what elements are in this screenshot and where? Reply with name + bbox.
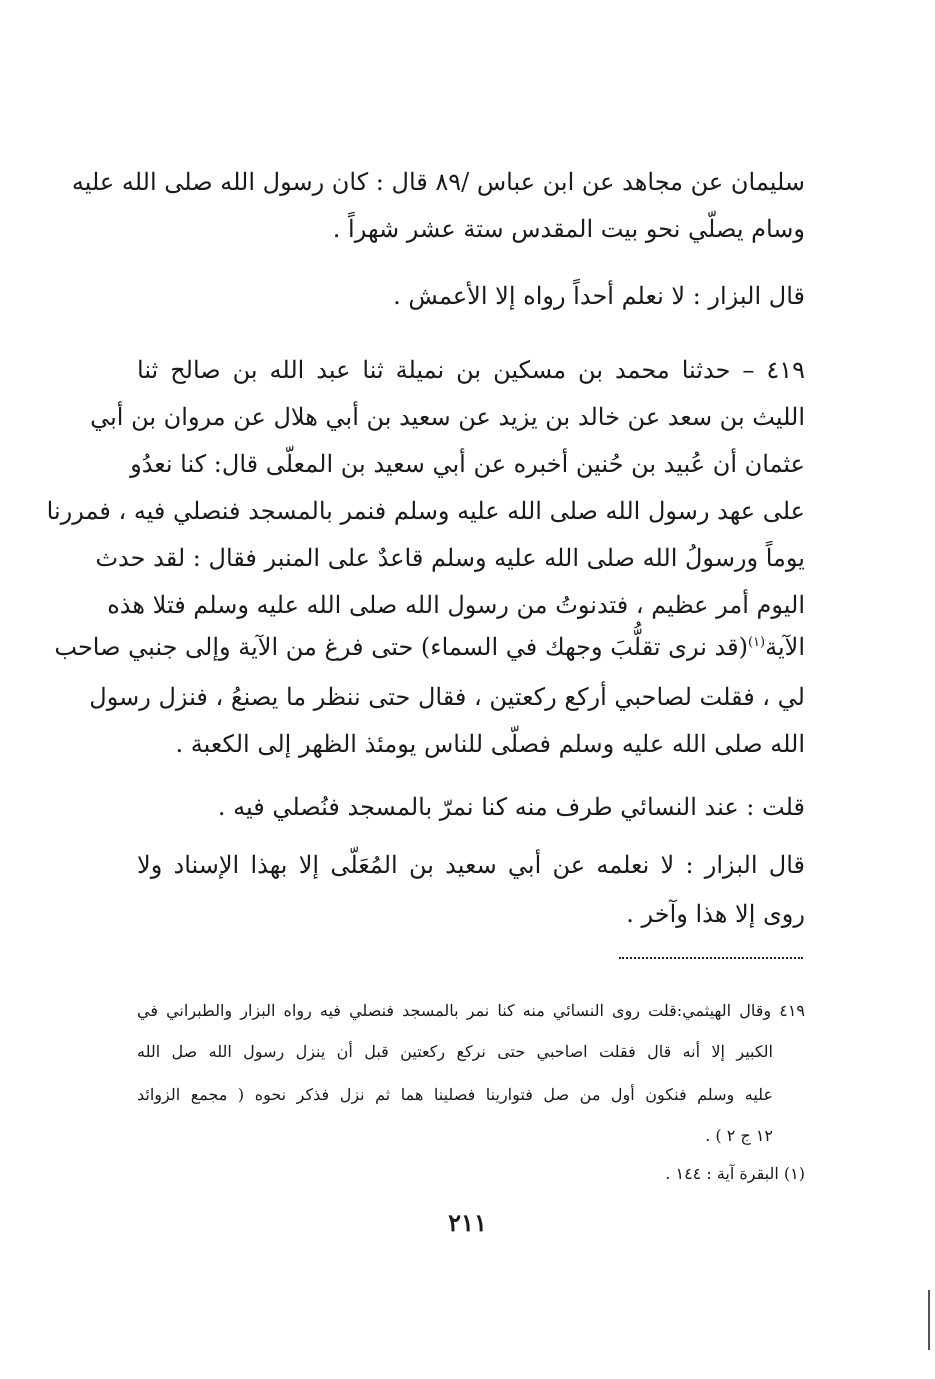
text-line: لي ، فقلت لصاحبي أركع ركعتين ، فقال حتى ننظر ما يصنعُ ، فنزل رسول xyxy=(89,683,805,711)
text-segment: الآية xyxy=(765,633,805,661)
text-segment: (قد نرى تقلُّبَ وجهك في السماء) حتى فرغ من الآية وإلى جنبي صاحب xyxy=(54,633,748,661)
footnote-line: (١) البقرة آية : ١٤٤ . xyxy=(665,1164,805,1183)
text-line: وسام يصلّي نحو بيت المقدس ستة عشر شهراً . xyxy=(332,215,805,243)
page-number: ٢١١ xyxy=(448,1208,487,1237)
footnote-divider xyxy=(619,957,803,959)
hadith-number-line: ٤١٩ – حدثنا محمد بن مسكين بن نميلة ثنا عبد الله بن صالح ثنا xyxy=(137,356,805,384)
footnote-line: الكبير إلا أنه قال فقلت اصاحبي حتى نركع ركعتين قبل أن ينزل رسول الله صل الله xyxy=(137,1042,774,1061)
footnote-line: عليه وسلم فنكون أول من صل فتوارينا فصلينا هما ثم نزل فذكر نحوه ( مجمع الزوائد xyxy=(137,1085,773,1104)
text-line: الليث بن سعد عن خالد بن يزيد عن سعيد بن أبي هلال عن مروان بن أبي xyxy=(90,403,805,431)
footnote-line: ٤١٩ وقال الهيثمي:قلت روى النسائي منه كنا نمر بالمسجد فنصلي فيه رواه البزار والطبراني في xyxy=(137,1001,805,1020)
text-line-with-reference xyxy=(54,630,805,664)
scan-edge-mark xyxy=(928,1290,930,1350)
text-line: سليمان عن مجاهد عن ابن عباس /٨٩ قال : كان رسول الله صلى الله عليه xyxy=(71,168,805,196)
text-line: قال البزار : لا نعلمه عن أبي سعيد بن المُعَلّى إلا بهذا الإسناد ولا xyxy=(137,851,805,879)
text-line: على عهد رسول الله صلى الله عليه وسلم فنمر بالمسجد فنصلي فيه ، فمررنا xyxy=(46,497,805,525)
text-line: الله صلى الله عليه وسلم فصلّى للناس يومئذ الظهر إلى الكعبة . xyxy=(175,730,805,758)
footnote-line: ١٢ ج ٢ ) . xyxy=(705,1126,773,1145)
text-line: عثمان أن عُبيد بن حُنين أخبره عن أبي سعيد بن المعلّى قال: كنا نعدُو xyxy=(130,450,805,478)
footnote-marker: (١) xyxy=(747,635,766,650)
text-line: قلت : عند النسائي طرف منه كنا نمرّ بالمسجد فنُصلي فيه . xyxy=(217,793,805,821)
text-line: يوماً ورسولُ الله صلى الله عليه وسلم قاعدٌ على المنبر فقال : لقد حدث xyxy=(95,544,805,572)
text-line: اليوم أمر عظيم ، فتدنوتُ من رسول الله صلى الله عليه وسلم فتلا هذه xyxy=(107,591,805,619)
text-line: روى إلا هذا وآخر . xyxy=(626,900,805,928)
text-line: قال البزار : لا نعلم أحداً رواه إلا الأعمش . xyxy=(393,282,805,310)
